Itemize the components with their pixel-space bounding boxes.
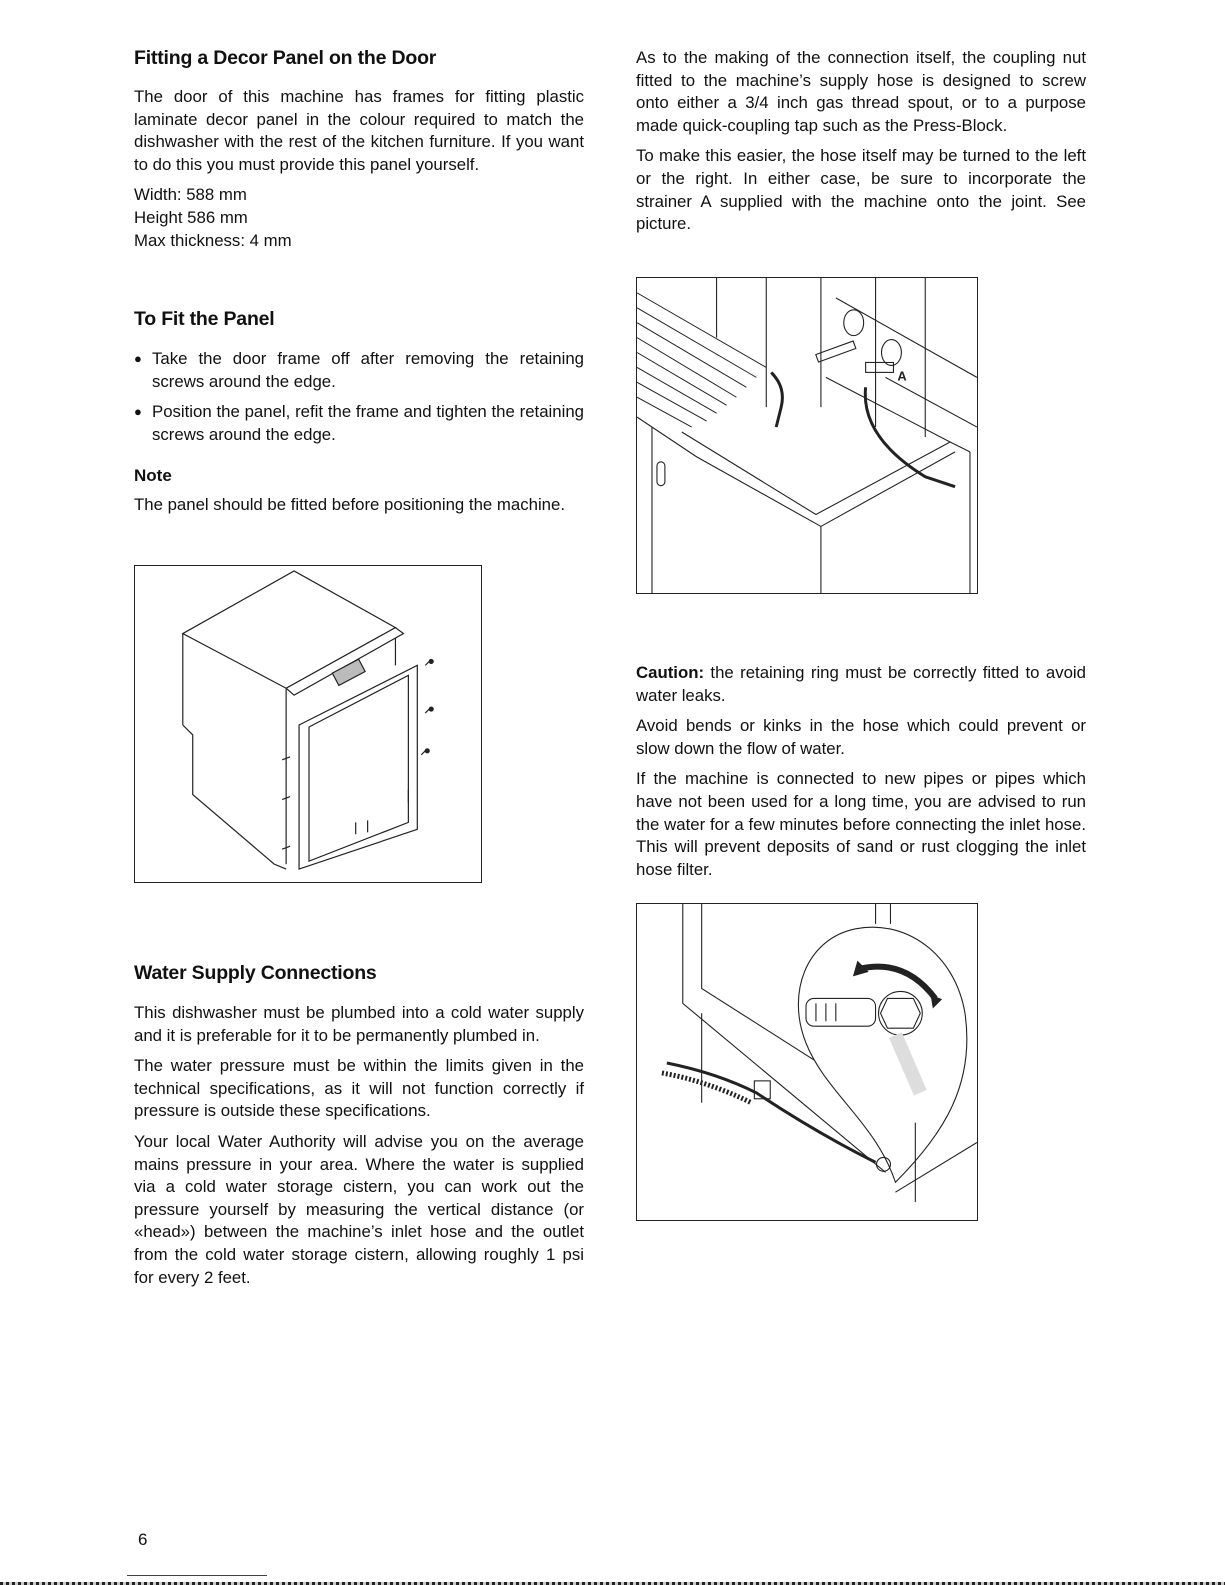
fit-panel-section — [134, 308, 584, 517]
bullet-item: ● Position the panel, refit the frame and tighten the retaining screws around the edge. — [134, 401, 584, 446]
note-title: Note — [134, 466, 172, 486]
link-underline — [127, 1575, 267, 1576]
water-supply-paragraph: The water pressure must be within the limits given in the technical specifications, as it will not function correctly if pressure is outside these specifications. — [134, 1056, 584, 1121]
water-supply-paragraph: Your local Water Authority will advise you on the average mains pressure in your area. Where the water is supplied via a cold water storage cistern, you can work out the pressure yourself by measuring the vertical distance (or «head») between the machine’s inlet hose and the outlet from the cold water storage cistern, allowing roughly 1 psi for every 2 feet. — [134, 1131, 584, 1287]
bullet-item: ● Take the door frame off after removing the retaining screws around the edge. — [134, 348, 584, 393]
inlet-hose-illustration-icon — [637, 904, 977, 1220]
water-supply-paragraph: This dishwasher must be plumbed into a cold water supply and it is preferable for it to be permanently plumbed in. — [134, 1003, 584, 1045]
section-title-decor-panel: Fitting a Decor Panel on the Door — [134, 47, 437, 69]
dishwasher-door-frame-figure — [134, 565, 482, 883]
new-pipes-paragraph: If the machine is connected to new pipes or pipes which have not been used for a long time, you are advised to run the water for a few minutes before connecting the inlet hose. This will prevent deposits of sand or rust clogging the inlet hose filter. — [636, 769, 1086, 879]
page-number: 6 — [138, 1530, 148, 1549]
spec-height: Height 586 mm — [134, 207, 248, 227]
caution-text: the retaining ring must be correctly fitted to avoid water leaks. — [636, 663, 1086, 705]
spec-width: Width: 588 mm — [134, 185, 247, 205]
section-title-fit-panel: To Fit the Panel — [134, 308, 275, 330]
inlet-hose-figure — [636, 903, 978, 1221]
decor-panel-body: The door of this machine has frames for fitting plastic laminate decor panel in the colour required to match the dishwasher with the rest of the kitchen furniture. If you want to do this you must provide this panel yourself. — [134, 87, 584, 174]
connection-paragraph: As to the making of the connection itself, the coupling nut fitted to the machine’s supply hose is designed to screw onto either a 3/4 inch gas thread spout, or to a purpose made quick-coupling tap such as the Press-Block. — [636, 48, 1086, 135]
decor-panel-section — [134, 47, 584, 252]
section-title-water-supply: Water Supply Connections — [134, 962, 377, 984]
svg-text:A: A — [897, 368, 907, 384]
note-body: The panel should be fitted before positioning the machine. — [134, 495, 566, 515]
connection-intro-section — [636, 47, 1086, 236]
connection-paragraph: To make this easier, the hose itself may be turned to the left or the right. In either case, be sure to incorporate the strainer A supplied with the machine onto the joint. See picture. — [636, 146, 1086, 234]
water-supply-section — [134, 962, 584, 1289]
dishwasher-illustration-icon — [135, 566, 481, 882]
caution-section — [636, 662, 1086, 881]
hose-advice-paragraph: Avoid bends or kinks in the hose which could prevent or slow down the flow of water. — [636, 716, 1086, 758]
caution-paragraph — [636, 662, 1086, 707]
spec-thickness: Max thickness: 4 mm — [134, 230, 292, 250]
caution-label: Caution: — [636, 663, 705, 682]
sink-tap-figure — [636, 277, 978, 594]
sink-tap-illustration-icon — [637, 278, 977, 593]
